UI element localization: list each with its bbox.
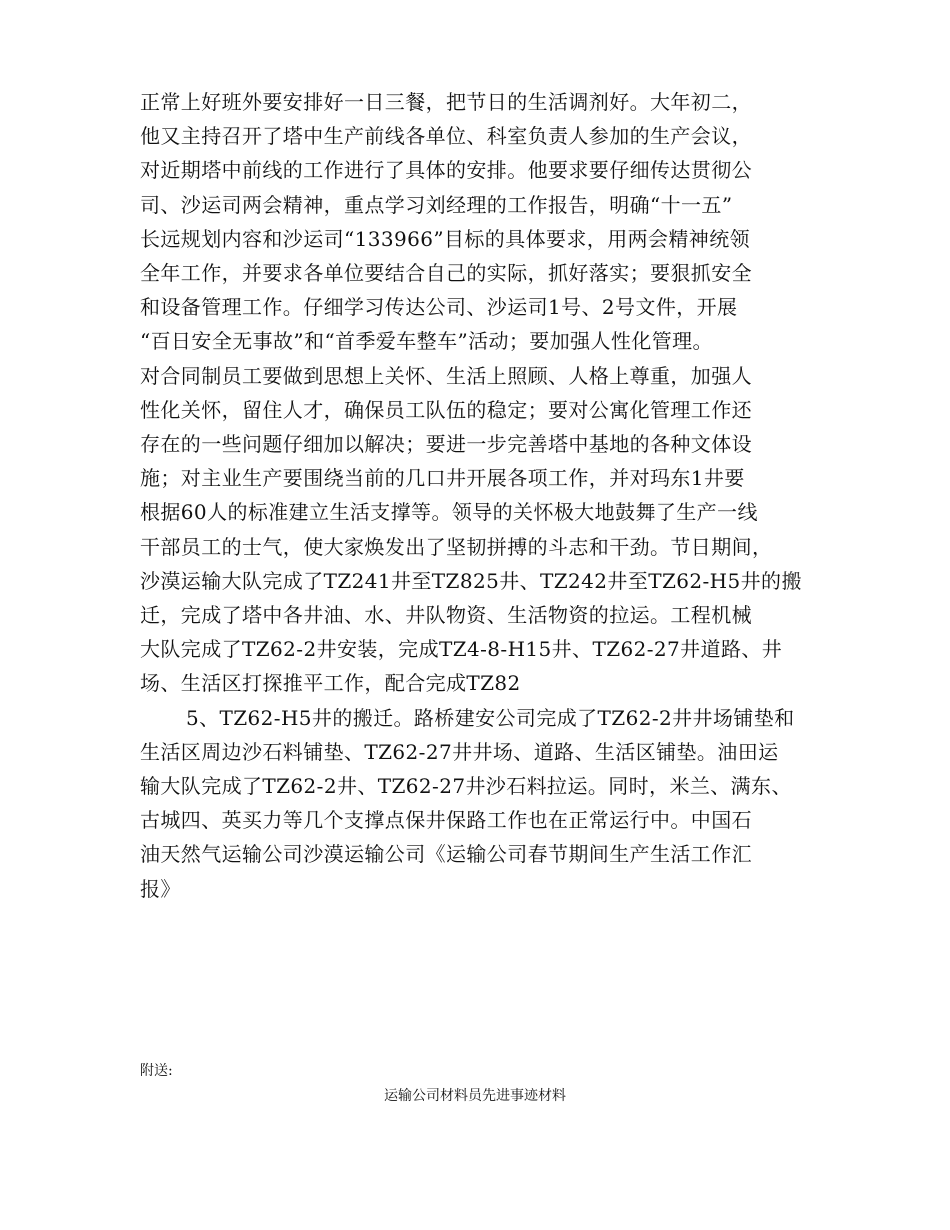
text-line: 和设备管理工作。仔细学习传达公司、沙运司1号、2号文件，开展 xyxy=(140,295,738,320)
text-line: 对近期塔中前线的工作进行了具体的安排。他要求要仔细传达贯彻公 xyxy=(140,158,752,183)
text-line: 古城四、英买力等几个支撑点保井保路工作也在正常运行中。中国石 xyxy=(140,808,752,833)
text-line: 施；对主业生产要围绕当前的几口井开展各项工作，并对玛东1井要 xyxy=(140,466,745,491)
text-line: 司、沙运司两会精神，重点学习刘经理的工作报告，明确“十一五” xyxy=(140,192,733,217)
text-line: 5、TZ62-H5井的搬迁。路桥建安公司完成了TZ62-2井井场铺垫和 xyxy=(186,705,795,730)
paragraph-2 xyxy=(140,701,820,906)
text-line: 全年工作，并要求各单位要结合自己的实际，抓好落实；要狠抓安全 xyxy=(140,261,752,286)
text-line: 报》 xyxy=(140,876,181,901)
document-body xyxy=(140,85,820,906)
text-line: 根据60人的标准建立生活支撑等。领导的关怀极大地鼓舞了生产一线 xyxy=(140,500,758,525)
text-line: 干部员工的士气，使大家焕发出了坚韧拼搏的斗志和干劲。节日期间， xyxy=(140,534,773,559)
text-line: 生活区周边沙石料铺垫、TZ62-27井井场、道路、生活区铺垫。油田运 xyxy=(140,739,779,764)
text-line: “百日安全无事故”和“首季爱车整车”活动；要加强人性化管理。 xyxy=(140,329,713,354)
text-line: 大队完成了TZ62-2井安装，完成TZ4-8-H15井、TZ62-27井道路、井 xyxy=(140,637,783,662)
attachment-title: 运输公司材料员先进事迹材料 xyxy=(384,1088,566,1104)
paragraph-1 xyxy=(140,85,820,701)
text-line: 对合同制员工要做到思想上关怀、生活上照顾、人格上尊重，加强人 xyxy=(140,363,752,388)
text-line: 油天然气运输公司沙漠运输公司《运输公司春节期间生产生活工作汇 xyxy=(140,842,752,867)
text-line: 性化关怀，留住人才，确保员工队伍的稳定；要对公寓化管理工作还 xyxy=(140,397,752,422)
text-line: 正常上好班外要安排好一日三餐，把节日的生活调剂好。大年初二， xyxy=(140,90,752,114)
text-line: 输大队完成了TZ62-2井、TZ62-27井沙石料拉运。同时，米兰、满东、 xyxy=(140,774,792,799)
text-line: 沙漠运输大队完成了TZ241井至TZ825井、TZ242井至TZ62-H5井的搬 xyxy=(140,568,802,593)
attachment-label: 附送: xyxy=(140,1063,173,1079)
text-line: 迁，完成了塔中各井油、水、井队物资、生活物资的拉运。工程机械 xyxy=(140,603,752,628)
text-line: 存在的一些问题仔细加以解决；要进一步完善塔中基地的各种文体设 xyxy=(140,432,752,457)
text-line: 场、生活区打探推平工作，配合完成TZ82 xyxy=(140,671,521,696)
text-line: 长远规划内容和沙运司“133966”目标的具体要求，用两会精神统领 xyxy=(140,226,750,251)
text-line: 他又主持召开了塔中生产前线各单位、科室负责人参加的生产会议， xyxy=(140,124,752,149)
